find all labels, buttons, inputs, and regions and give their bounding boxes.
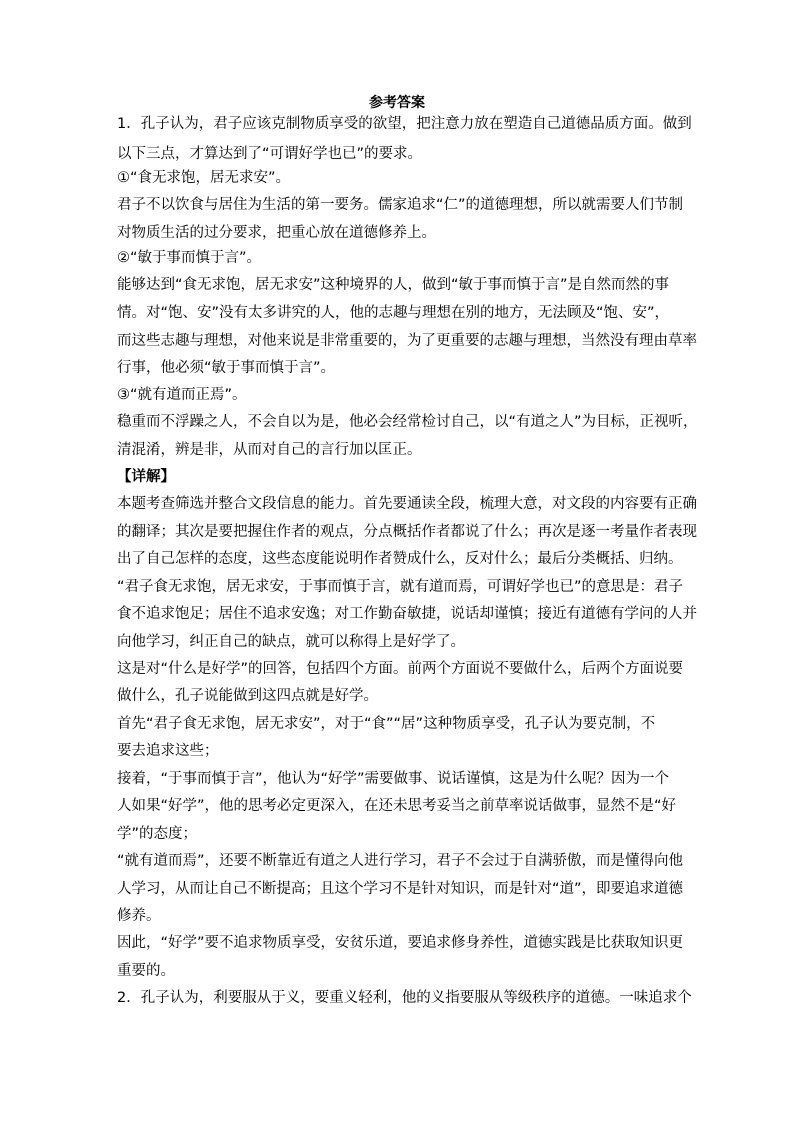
text-line: 重要的。: [117, 963, 175, 979]
text-line: 学”的态度；: [117, 826, 198, 842]
section-heading: 【详解】: [117, 469, 175, 485]
text-line: 修养。: [117, 908, 161, 924]
text-line: 1．孔子认为，君子应该克制物质享受的欲望，把注意力放在塑造自己道德品质方面。做到: [117, 116, 692, 132]
text-line: 对物质生活的过分要求，把重心放在道德修养上。: [117, 225, 436, 241]
page-title: 参考答案: [369, 95, 425, 111]
text-line: 的翻译；其次是要把握住作者的观点，分点概括作者都说了什么；再次是逐一考量作者表现: [117, 524, 697, 540]
text-line: 人如果“好学”，他的思考必定更深入，在还未思考妥当之前草率说话做事，显然不是“好: [117, 798, 677, 814]
text-line: “君子食无求饱，居无求安，于事而慎于言，就有道而焉，可谓好学也已”的意思是：君子: [117, 579, 684, 595]
text-line: 人学习，从而让自己不断提高；且这个学习不是针对知识，而是针对“道”，即要追求道德: [117, 881, 684, 897]
text-line: 出了自己怎样的态度，这些态度能说明作者赞成什么，反对什么；最后分类概括、归纳。: [117, 551, 683, 567]
text-line: 要去追求这些；: [117, 743, 219, 759]
text-line: 情。对“饱、安”没有太多讲究的人，他的志趣与理想在别的地方，无法顾及“饱、安”，: [117, 305, 670, 321]
text-line: ②“敏于事而慎于言”。: [117, 250, 262, 266]
text-line: 以下三点，才算达到了“可谓好学也已”的要求。: [117, 146, 423, 162]
text-line: 能够达到“食无求饱，居无求安”这种境界的人，做到“敏于事而慎于言”是自然而然的事: [117, 277, 670, 293]
text-line: ①“食无求饱，居无求安”。: [117, 170, 291, 186]
text-line: 接着，“于事而慎于言”，他认为“好学”需要做事、说话谨慎，这是为什么呢？因为一个: [117, 771, 670, 787]
text-line: 清混淆，辨是非，从而对自己的言行加以匡正。: [117, 442, 422, 458]
text-line: 行事，他必须“敏于事而慎于言”。: [117, 360, 336, 376]
text-line: 而这些志趣与理想，对他来说是非常重要的，为了更重要的志趣与理想，当然没有理由草率: [117, 333, 697, 349]
text-line: 稳重而不浮躁之人，不会自以为是，他必会经常检讨自己，以“有道之人”为目标，正视听，: [117, 414, 698, 430]
text-line: 本题考查筛选并整合文段信息的能力。首先要通读全段，梳理大意，对文段的内容要有正确: [117, 496, 697, 512]
text-line: 君子不以饮食与居住为生活的第一要务。儒家追求“仁”的道德理想，所以就需要人们节制: [117, 197, 684, 213]
text-line: ③“就有道而正焉”。: [117, 387, 247, 403]
text-line: 这是对“什么是好学”的回答，包括四个方面。前两个方面说不要做什么，后两个方面说要: [117, 661, 684, 677]
text-line: 做什么，孔子说能做到这四点就是好学。: [117, 688, 378, 704]
text-line: 因此，“好学”要不追求物质享受，安贫乐道，要追求修身养性，道德实践是比获取知识更: [117, 935, 684, 951]
text-line: 食不追求饱足；居住不追求安逸；对工作勤奋敏捷，说话却谨慎；接近有道德有学问的人并: [117, 606, 697, 622]
text-line: 2．孔子认为，利要服从于义，要重义轻利，他的义指要服从等级秩序的道德。一味追求个: [117, 990, 692, 1006]
text-line: 向他学习，纠正自己的缺点，就可以称得上是好学了。: [117, 634, 465, 650]
text-line: “就有道而焉”，还要不断靠近有道之人进行学习，君子不会过于自满骄傲，而是懂得向他: [117, 853, 684, 869]
text-line: 首先“君子食无求饱，居无求安”，对于“食”“居”这种物质享受，孔子认为要克制，不: [117, 716, 656, 732]
